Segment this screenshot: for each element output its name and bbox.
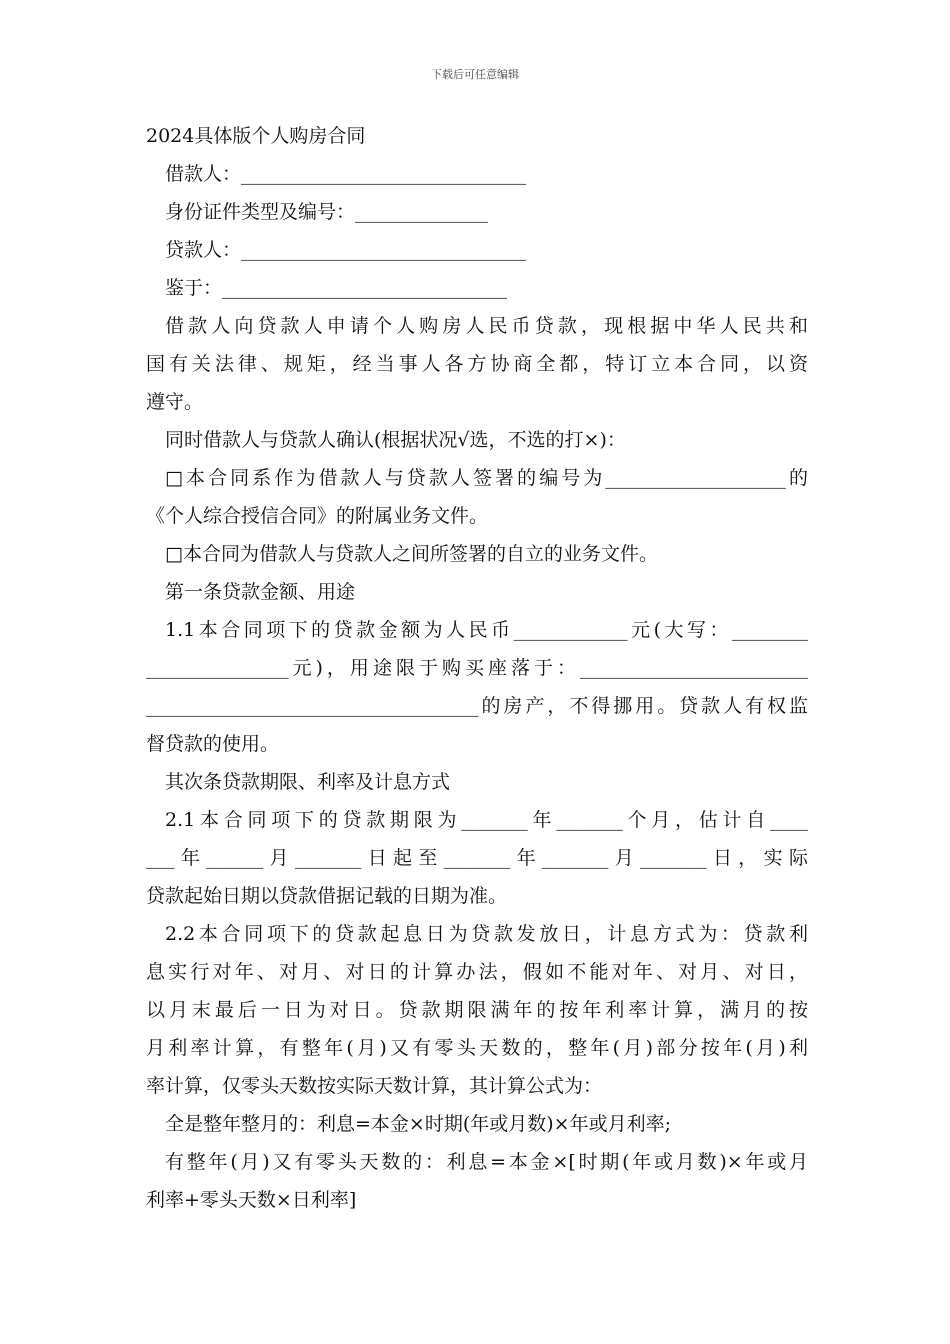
- article-2-2-line: 2.2本合同项下的贷款起息日为贷款发放日，计息方式为：贷款利: [165, 923, 808, 945]
- borrower-field: 借款人：______________________________: [165, 163, 527, 185]
- option-2-line: □本合同为借款人与贷款人之间所签署的自立的业务文件。: [165, 543, 658, 565]
- article-1-1-line: 1.1本合同项下的贷款金额为人民币____________元(大写：________: [165, 619, 808, 641]
- option-1-line: 《个人综合授信合同》的附属业务文件。: [146, 505, 489, 527]
- option-1-line: □本合同系作为借款人与贷款人签署的编号为___________________的: [165, 467, 808, 489]
- article-2-2-line: 月利率计算，有整年(月)又有零头天数的，整年(月)部分按年(月)利: [146, 1037, 808, 1059]
- article-2-1-line: 贷款起始日期以贷款借据记载的日期为准。: [146, 885, 508, 907]
- preamble-line: 借款人向贷款人申请个人购房人民币贷款，现根据中华人民共和: [165, 315, 808, 337]
- lender-field: 贷款人：______________________________: [165, 239, 527, 261]
- id-type-field: 身份证件类型及编号：______________: [165, 201, 489, 223]
- article-2-2-line: 率计算，仅零头天数按实际天数计算，其计算公式为：: [146, 1075, 603, 1097]
- article-2-title: 其次条贷款期限、利率及计息方式: [165, 771, 451, 793]
- formula-2-line: 利率+零头天数×日利率]: [146, 1189, 357, 1211]
- article-2-2-line: 息实行对年、对月、对日的计算办法，假如不能对年、对月、对日，: [146, 961, 808, 983]
- article-2-2-line: 以月末最后一日为对日。贷款期限满年的按年利率计算，满月的按: [146, 999, 808, 1021]
- preamble-line: 国有关法律、规矩，经当事人各方协商全都，特订立本合同，以资: [146, 353, 808, 375]
- document-body: [146, 117, 808, 1219]
- document-title: 2024具体版个人购房合同: [146, 125, 366, 147]
- article-1-1-line: 督贷款的使用。: [146, 733, 280, 755]
- article-1-title: 第一条贷款金额、用途: [165, 581, 356, 603]
- confirm-paragraph: 同时借款人与贷款人确认(根据状况√选，不选的打×)：: [165, 429, 626, 451]
- article-1-1-line: ___________________________________的房产，不得挪用。贷款人有权监: [146, 695, 808, 717]
- article-2-1-line: ___年______月_______日起至_______年_______月_______日，实际: [146, 847, 808, 869]
- article-2-1-line: 2.1本合同项下的贷款期限为_______年_______个月，估计自____: [165, 809, 808, 831]
- preamble-line: 遵守。: [146, 391, 204, 413]
- page-header-note: 下载后可任意编辑: [431, 68, 519, 81]
- article-1-1-line: _______________元)，用途限于购买座落于：________________________: [146, 657, 808, 679]
- formula-1-line: 全是整年整月的：利息=本金×时期(年或月数)×年或月利率;: [165, 1113, 671, 1135]
- formula-2-line: 有整年(月)又有零头天数的：利息=本金×[时期(年或月数)×年或月: [165, 1151, 808, 1173]
- whereas-field: 鉴于：______________________________: [165, 277, 508, 299]
